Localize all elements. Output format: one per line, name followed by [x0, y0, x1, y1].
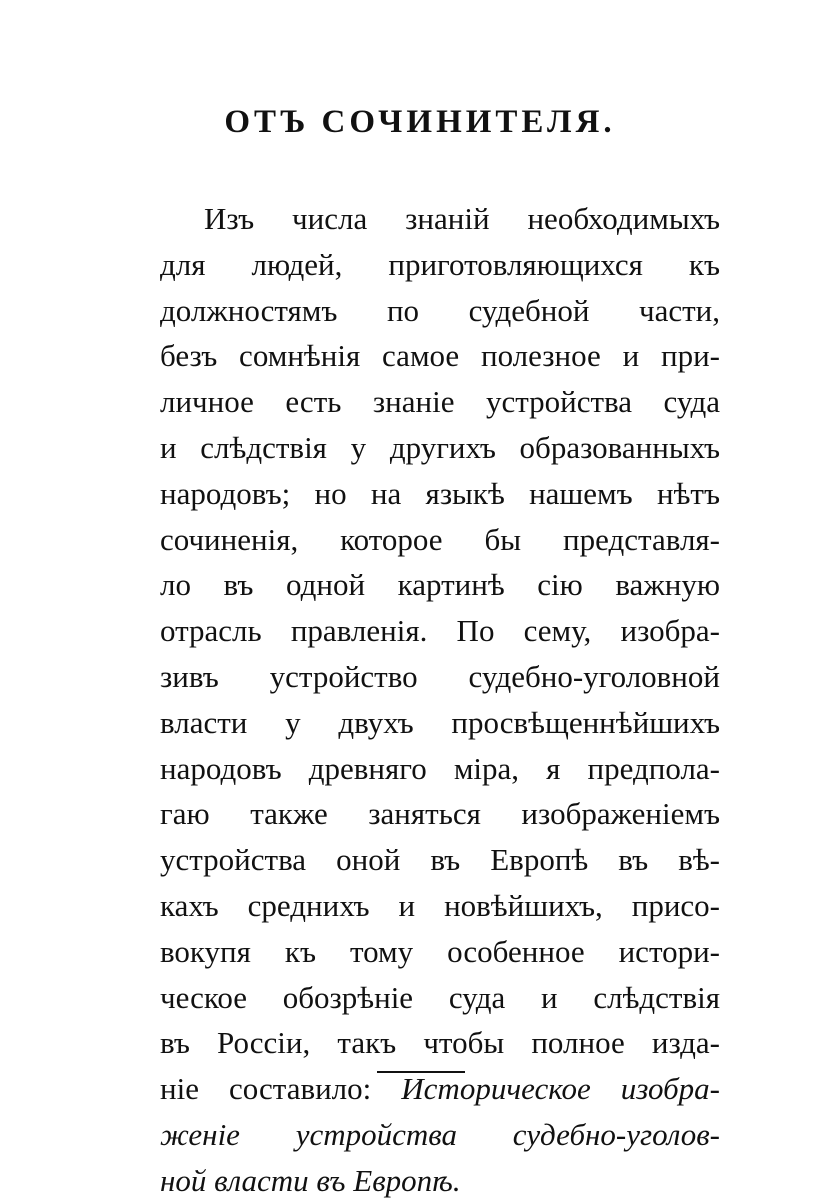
text-line-18: ческое обозрѣніе суда и слѣдствія	[160, 979, 720, 1015]
text-line-13: народовъ древняго міра, я предпола-	[160, 750, 720, 786]
text-line-1: Изъ числа знаній необходимыхъ	[204, 201, 720, 236]
text-line-9: ло въ одной картинѣ сію важную	[160, 567, 720, 603]
text-line-3: должностямъ по судебной части,	[160, 292, 720, 328]
text-line-12: власти у двухъ просвѣщеннѣйшихъ	[160, 704, 720, 740]
body-text	[160, 196, 720, 1204]
page-title: ОТЪ СОЧИНИТЕЛЯ.	[224, 104, 616, 140]
text-line-5: личное есть знаніе устройства суда	[160, 384, 720, 420]
text-line-20	[160, 1066, 720, 1112]
closing-rule-divider	[377, 1071, 465, 1073]
text-line-6: и слѣдствія у другихъ образованныхъ	[160, 429, 720, 465]
text-line-17: вокупя къ тому особенное истори-	[160, 933, 720, 969]
text-line-7: народовъ; но на языкѣ нашемъ нѣтъ	[160, 475, 720, 511]
book-title-italic-part-3: ной власти въ Европѣ.	[160, 1162, 461, 1198]
text-line-11: зивъ устройство судебно-уголовной	[160, 658, 720, 694]
text-line-10: отрасль правленія. По сему, изобра-	[160, 613, 720, 649]
text-line-20-plain: ніе составило:	[160, 1071, 402, 1107]
book-title-italic-part-1: Историческое изобра-	[401, 1071, 720, 1107]
text-line-15: устройства оной въ Европѣ въ вѣ-	[160, 842, 720, 878]
book-title-italic-part-2: женіе устройства судебно-уголов-	[160, 1116, 720, 1152]
text-line-14: гаю также заняться изображеніемъ	[160, 796, 720, 832]
text-line-8: сочиненія, которое бы представля-	[160, 521, 720, 557]
text-line-2: для людей, приготовляющихся къ	[160, 246, 720, 282]
text-line-4: безъ сомнѣнія самое полезное и при-	[160, 338, 720, 374]
text-line-16: кахъ среднихъ и новѣйшихъ, присо-	[160, 887, 720, 923]
text-line-19: въ Россіи, такъ чтобы полное изда-	[160, 1025, 720, 1061]
